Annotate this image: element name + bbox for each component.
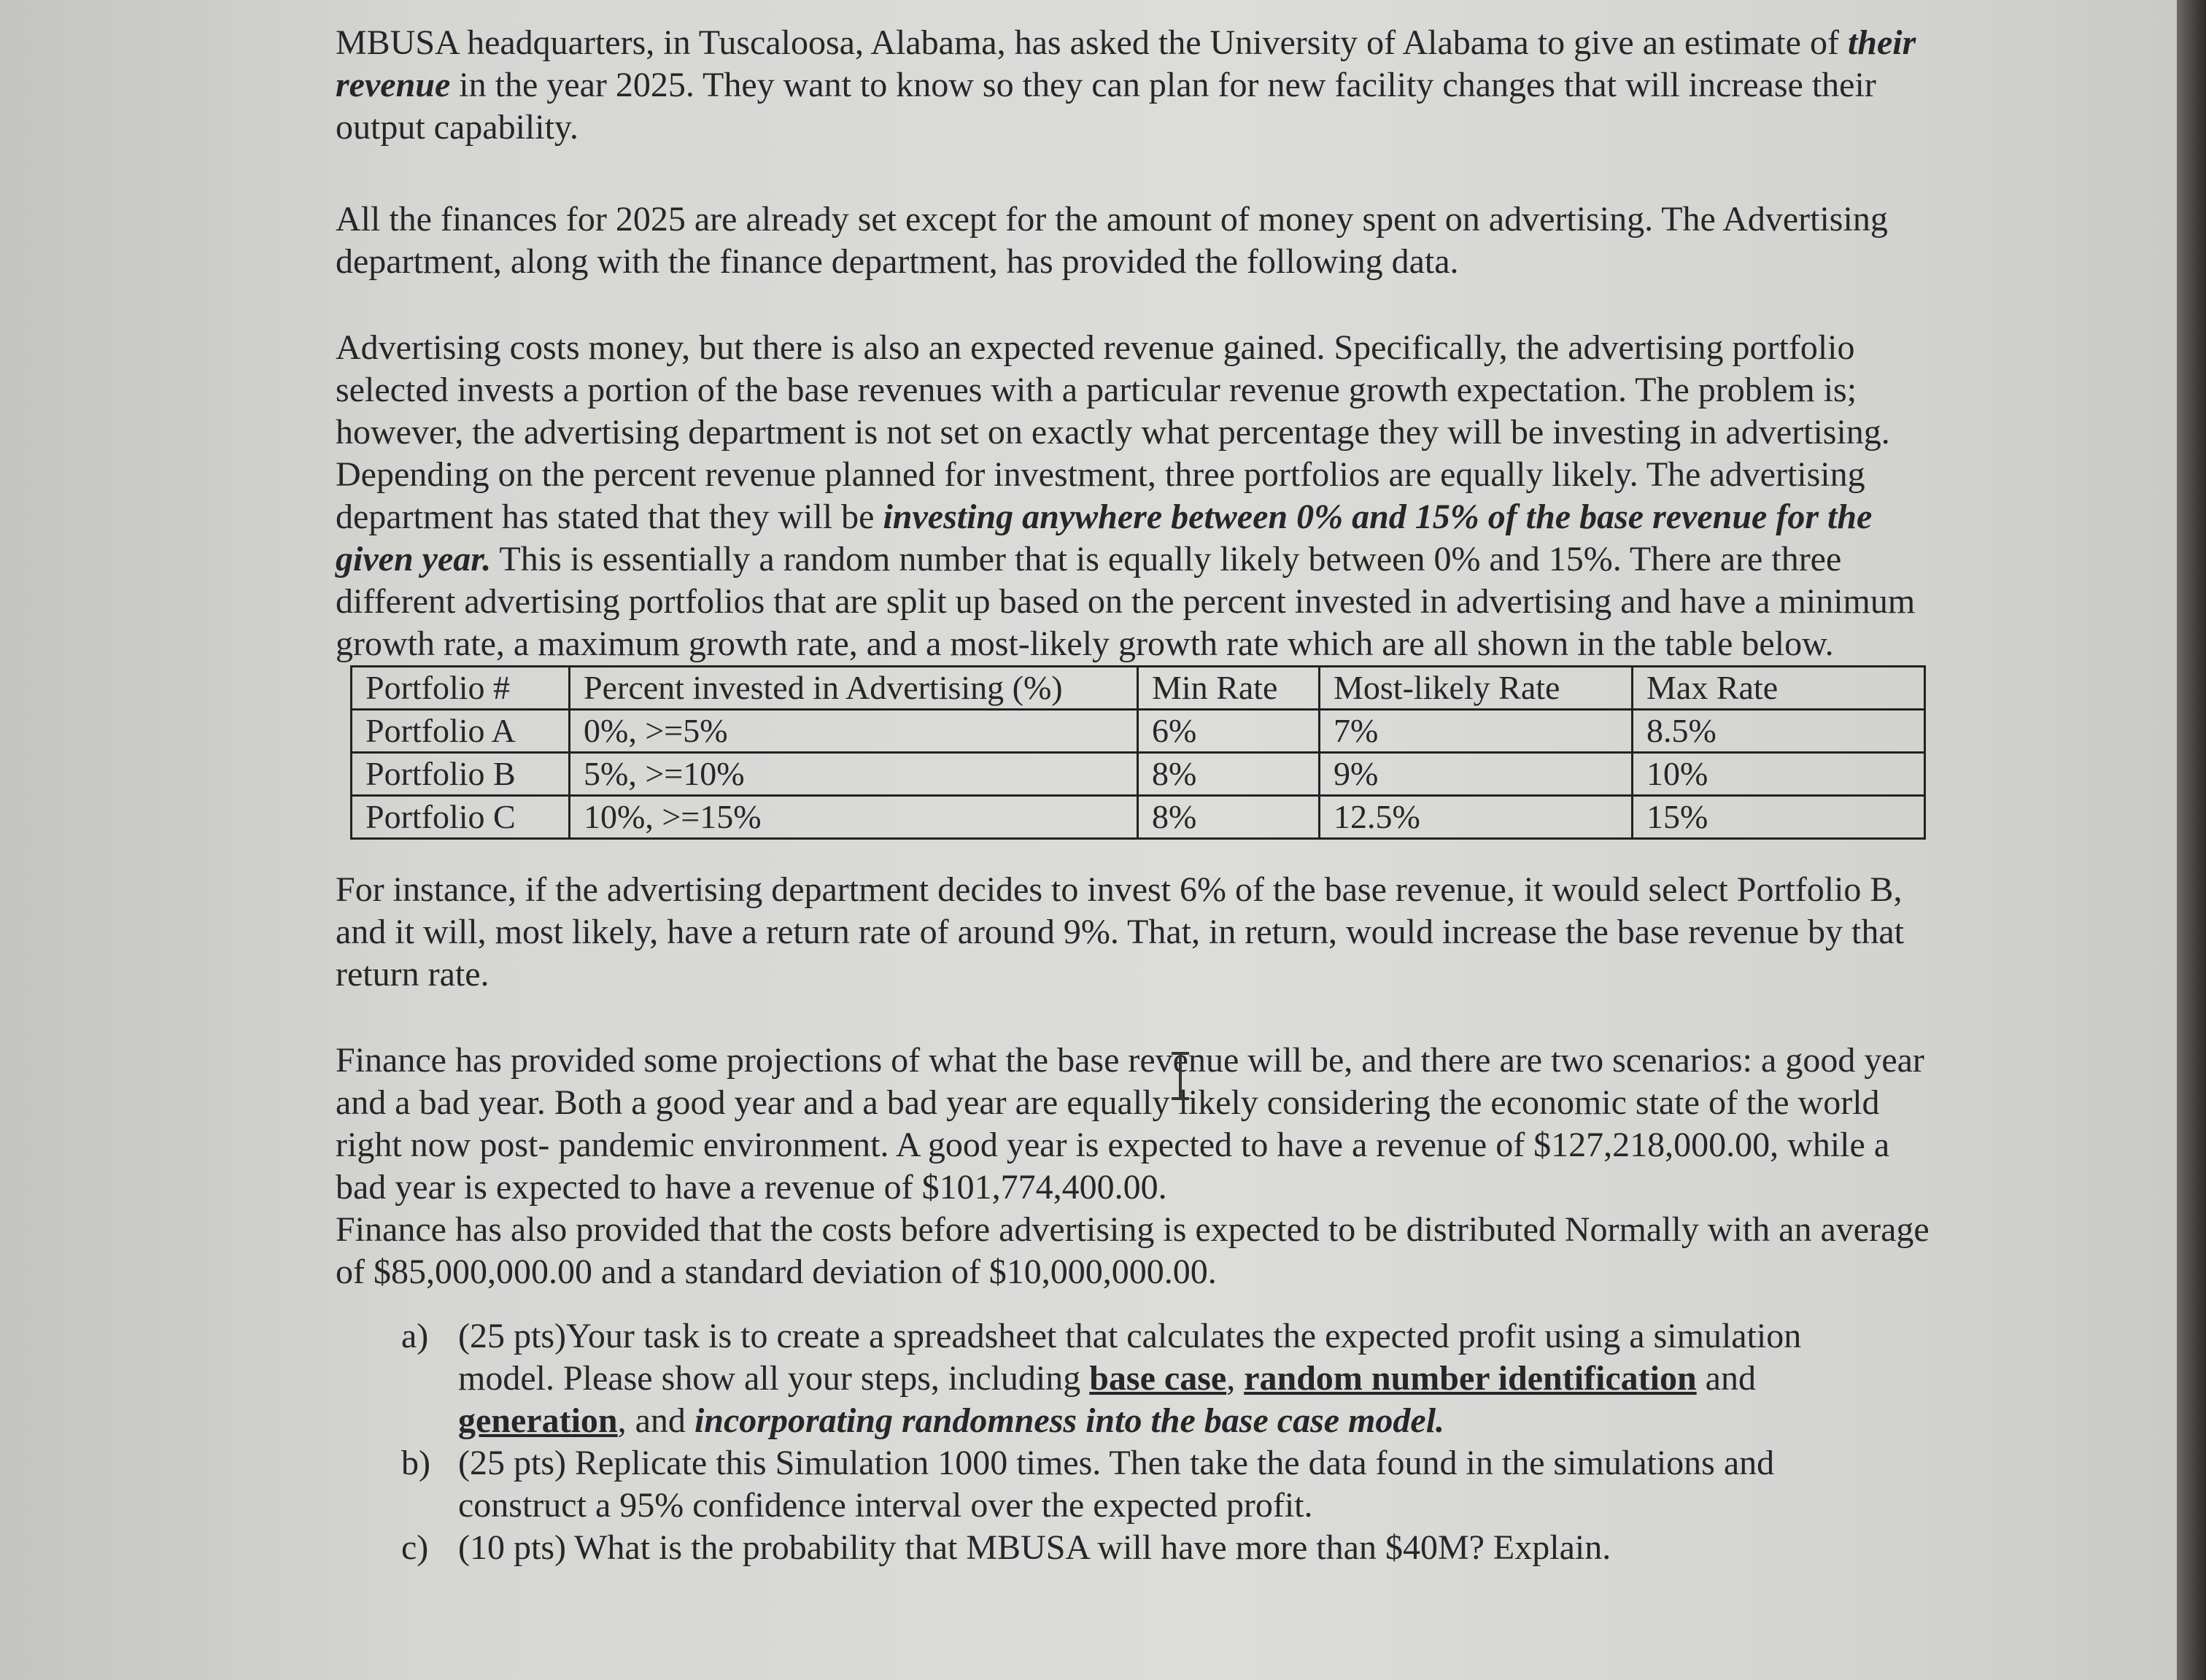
task-list xyxy=(401,1315,1860,1569)
task-label: c) xyxy=(401,1528,429,1567)
task-a-sep: , and xyxy=(617,1401,694,1440)
document-page xyxy=(336,22,1970,1569)
task-a-underline: base case xyxy=(1089,1359,1227,1398)
task-label: a) xyxy=(401,1317,429,1355)
table-cell: 9% xyxy=(1320,753,1633,796)
header-cell: Max Rate xyxy=(1633,667,1925,710)
table-row xyxy=(352,710,1925,753)
header-cell: Most-likely Rate xyxy=(1320,667,1633,710)
finances-paragraph: All the finances for 2025 are already set except for the amount of money spent on advertising. The Advertising department, along with the finance department, has provided the following data. xyxy=(336,200,1888,281)
table-cell: Portfolio B xyxy=(352,753,570,796)
table-cell: 0%, >=5% xyxy=(570,710,1138,753)
task-a-text: (25 pts)Your task is to create a spreadsheet that calculates the expected profit using a simulation model. Please show all your steps, including xyxy=(458,1317,1802,1398)
costs-paragraph: Finance has also provided that the costs before advertising is expected to be distributed Normally with an average of $85,000,000.00 and a standard deviation of $10,000,000.00. xyxy=(336,1210,1930,1291)
list-item xyxy=(401,1442,1860,1527)
table-cell: 7% xyxy=(1320,710,1633,753)
revenue-paragraph: Finance has provided some projections of what the base revenue will be, and there are two scenarios: a good year and a bad year. Both a good year and a bad year are equally likely considering the economic state of the world right now post- pandemic environment. A good year is expected to have a revenue of $127,218,000.00, while a bad year is expected to have a revenue of $101,774,400.00. xyxy=(336,1041,1924,1207)
table-row xyxy=(352,753,1925,796)
table-header-row xyxy=(352,667,1925,710)
advertising-emphasis: investing anywhere between 0% and 15% of the base revenue for the given year. xyxy=(336,498,1873,578)
table-cell: Portfolio C xyxy=(352,796,570,839)
task-a-sep: , xyxy=(1226,1359,1245,1398)
task-text: (25 pts) Replicate this Simulation 1000 times. Then take the data found in the simulations and construct a 95% confidence interval over the expected profit. xyxy=(458,1444,1775,1525)
task-a-emphasis: incorporating randomness into the base case model. xyxy=(694,1401,1445,1440)
monitor-bezel xyxy=(2177,0,2206,1680)
intro-text: MBUSA headquarters, in Tuscaloosa, Alabama, has asked the University of Alabama to give an estimate of xyxy=(336,23,1848,62)
table-cell: 6% xyxy=(1138,710,1320,753)
header-cell: Percent invested in Advertising (%) xyxy=(570,667,1138,710)
text-cursor-icon xyxy=(1166,1050,1195,1102)
advertising-text: Advertising costs money, but there is also an expected revenue gained. Specifically, the advertising portfolio selected invests a portion of the base revenues with a particular revenue growth expectation. The problem is; however, the advertising department is not set on exactly what percentage they will be investing in advertising. Depending on the percent revenue planned for investment, three portfolios are equally likely. The advertising department has stated that they will be xyxy=(336,328,1890,536)
intro-text-end: in the year 2025. They want to know so they can plan for new facility changes that will increase their output capability. xyxy=(336,66,1876,147)
task-a-sep: and xyxy=(1696,1359,1756,1398)
table-cell: 8.5% xyxy=(1633,710,1925,753)
list-item xyxy=(401,1315,1860,1442)
task-text xyxy=(458,1315,1860,1442)
intro-paragraph xyxy=(336,22,1940,149)
table-cell: 12.5% xyxy=(1320,796,1633,839)
advertising-text-end: This is essentially a random number that is equally likely between 0% and 15%. There are three different advertising portfolios that are split up based on the percent invested in advertising and have a minimum growth rate, a maximum growth rate, and a most-likely growth rate which are all shown in the table below. xyxy=(336,540,1916,663)
task-a-underline: generation xyxy=(458,1401,618,1440)
table-cell: Portfolio A xyxy=(352,710,570,753)
header-cell: Portfolio # xyxy=(352,667,570,710)
table-cell: 15% xyxy=(1633,796,1925,839)
table-cell: 10% xyxy=(1633,753,1925,796)
advertising-paragraph xyxy=(336,327,1940,665)
table-row xyxy=(352,796,1925,839)
table-cell: 8% xyxy=(1138,796,1320,839)
list-item xyxy=(401,1527,1860,1569)
header-cell: Min Rate xyxy=(1138,667,1320,710)
task-label: b) xyxy=(401,1444,430,1482)
portfolio-table xyxy=(350,665,1926,840)
table-cell: 8% xyxy=(1138,753,1320,796)
task-text: (10 pts) What is the probability that MBUSA will have more than $40M? Explain. xyxy=(458,1528,1611,1567)
intro-emphasis: their revenue xyxy=(336,23,1916,104)
table-cell: 10%, >=15% xyxy=(570,796,1138,839)
table-cell: 5%, >=10% xyxy=(570,753,1138,796)
task-a-underline: random number identification xyxy=(1244,1359,1697,1398)
example-paragraph: For instance, if the advertising department decides to invest 6% of the base revenue, it would select Portfolio B, and it will, most likely, have a return rate of around 9%. That, in return, would increase the base revenue by that return rate. xyxy=(336,870,1904,994)
